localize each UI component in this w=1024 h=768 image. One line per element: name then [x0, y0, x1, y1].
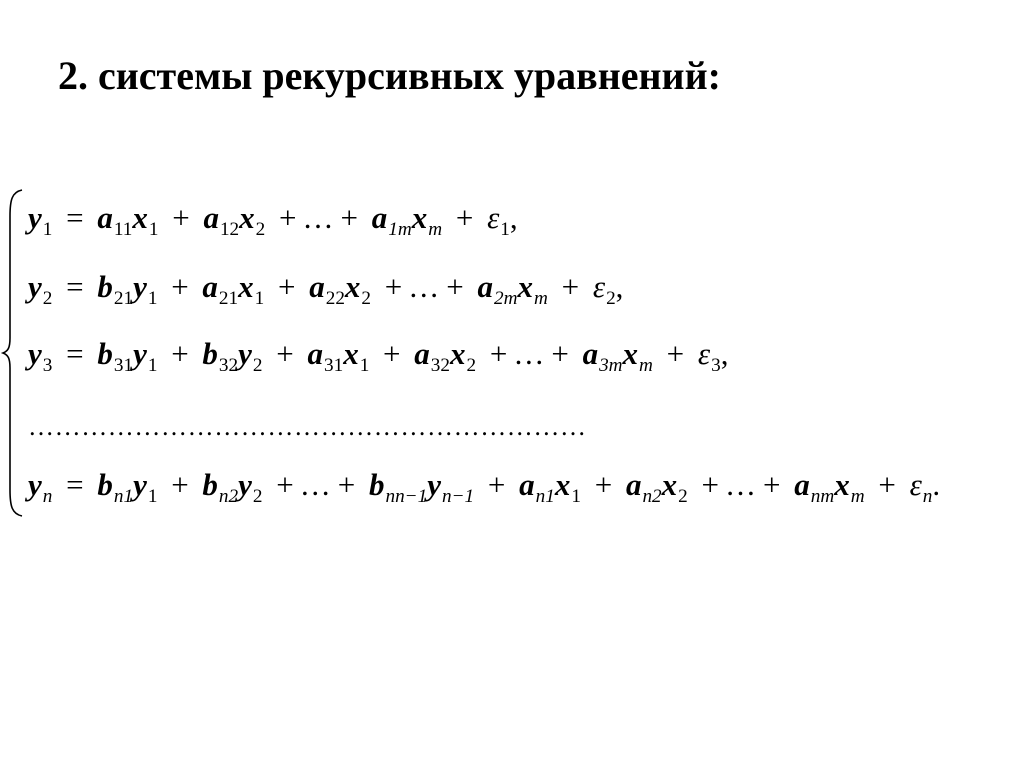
equals-sign: = [66, 467, 84, 502]
lhs-var: y [28, 200, 42, 235]
equation-row-3: $y_3 = b_{31}y_1 + b_{32}y_2 + a_{31}x_1 + a_{32}x_2$ + … + $a_{3m}x_m + \varepsilon_3$, [28, 336, 729, 376]
equals-sign: = [66, 269, 84, 304]
epsilon-symbol: ε [487, 200, 500, 235]
lhs-var: y [28, 336, 42, 371]
ellipsis: … [302, 200, 335, 235]
slide-title: 2. системы рекурсивных уравнений: [58, 53, 721, 98]
epsilon-symbol: ε [909, 467, 922, 502]
ellipsis: … [408, 269, 441, 304]
equals-sign: = [66, 336, 84, 371]
left-brace-icon [0, 188, 30, 518]
ellipsis: … [513, 336, 546, 371]
epsilon-symbol: ε [697, 336, 711, 371]
equation-row-1: $y_1 = a_{11}x_1 + a_{12}x_2$ + … + $a_{1m}x_m + \varepsilon_1$, [28, 200, 518, 240]
epsilon-symbol: ε [592, 269, 606, 304]
equation-row-2: $y_2 = b_{21}y_1 + a_{21}x_1 + a_{22}x_2$ + … + $a_{2m}x_m + \varepsilon_2$, [28, 269, 624, 309]
lhs-var: y [28, 467, 42, 502]
ellipsis: … [299, 467, 332, 502]
lhs-var: y [28, 269, 42, 304]
equation-row-dots [28, 405, 587, 447]
equation-row-n: $y_n = b_{n1}y_1 + b_{n2}y_2$ + … + $b_{nn-1}y_{n-1} + a_{n1}x_1 + a_{n2}x_2$ + … + $a_{nm}x_m + \varepsilon_n$. [28, 467, 941, 507]
equals-sign: = [66, 200, 84, 235]
continuation-dots: ……………………………………………………… [28, 412, 587, 441]
ellipsis: … [725, 467, 757, 502]
